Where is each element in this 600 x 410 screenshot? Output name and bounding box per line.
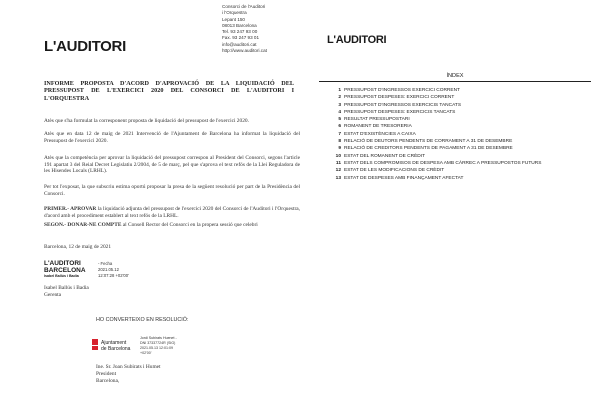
ajuntament-logo-icon	[92, 346, 98, 350]
index-list	[333, 87, 593, 182]
index-item-label: PRESSUPOST D'INGRESSOS EXERCICI CORRENT	[344, 88, 460, 93]
index-item[interactable]	[333, 109, 593, 116]
auditori-logo: L'AUDITORI	[327, 34, 387, 46]
resolution-first-lead: PRIMER.- APROVAR	[44, 206, 97, 212]
resolution-second-text: al Consell Rector del Consorci en la propera sessió que celebri	[121, 222, 258, 228]
index-item-number: 9	[338, 146, 341, 152]
address-line: Consorci de l'Auditori	[222, 4, 266, 9]
index-item-label: RELACIÓ DE CREDITORS PENDENTS DE PAGAMENT A 31 DE DESEMBRE	[344, 146, 513, 152]
recipient-block	[96, 364, 161, 384]
signature-meta-line: +02'00'	[140, 351, 152, 355]
recipient-line: President	[96, 370, 117, 377]
signature-logo	[44, 260, 86, 279]
index-title: ÍNDEX	[319, 73, 591, 82]
index-item-number: 10	[335, 153, 341, 159]
address-line[interactable]: info@auditori.cat	[222, 41, 257, 47]
address-line: 08013 Barcelona	[222, 22, 257, 28]
recipient-line: Ine. Sr. Joan Subirats i Humet	[96, 364, 161, 370]
index-item-label: ESTAT D'EXISTÈNCIES A CAIXA	[344, 131, 416, 137]
president-signature-metadata	[140, 336, 177, 356]
index-item[interactable]	[333, 123, 593, 130]
index-item-label: ESTAT DEL ROMANENT DE CRÈDIT	[344, 153, 426, 159]
index-item[interactable]	[333, 175, 593, 182]
signature-meta-line: DNI 37337724R (SIG)	[140, 341, 176, 345]
signature-meta-line: 2021.05.12	[98, 267, 119, 272]
signer-block	[44, 285, 89, 299]
index-item-number: 11	[335, 160, 341, 166]
index-item-label: PRESSUPOST DESPESES: EXERCICI CORRENT	[344, 95, 455, 101]
index-item-number: 7	[338, 131, 341, 137]
address-line: Fax. 93 247 93 01	[222, 35, 260, 41]
signer-role: Gerenta	[44, 291, 62, 298]
index-item-number: 6	[338, 124, 341, 130]
index-item-number: 8	[338, 139, 341, 145]
index-item-label: ESTAT DE LES MODIFICACIONS DE CRÈDIT	[344, 168, 445, 174]
report-title: INFORME PROPOSTA D'ACORD D'APROVACIÓ DE LA LIQUIDACIÓ DEL PRESSUPOST DE L'EXERCICI 2020 DEL CONSORCI DE L'AUDITORI I L'ORQUESTRA	[44, 80, 294, 102]
address-line: Tel. 93 247 93 00	[222, 29, 258, 35]
document-date: Barcelona, 12 de maig de 2021	[44, 244, 112, 250]
resolution-first-text: la liquidació adjunta del pressupost de l'exercici 2020 del Consorci de l'Auditori i l'Orquestra, d'acord amb el procediment establert al text refós de la LRHL.	[44, 206, 300, 219]
document-page-right	[305, 0, 600, 410]
index-item[interactable]	[333, 116, 593, 123]
index-item[interactable]	[333, 131, 593, 138]
address-block	[222, 4, 267, 54]
index-item-label: ROMANENT DE TRESORERIA	[344, 124, 412, 130]
index-item-label: RELACIÓ DE DEUTORS PENDENTS DE CORRAMENT A 31 DE DESEMBRE	[344, 139, 513, 145]
resolution-second-lead: SEGON.- DONAR-NE COMPTE	[44, 222, 122, 228]
paragraph: Atès que la competència per aprovar la liquidació del pressupost correspon al President del Consorci, segons l'article 191 apartat 3 del Reial Decret Legislatiu 2/2004, de 5 de març, pel que s'aprova el text refós de la Llei Reguladora de les Hisendes Locals (LRHL).	[44, 155, 300, 175]
paragraph: Per tot l'exposat, la que subscriu estima oportú proposar la presa de la següent resolució per part de la Presidència del Consorci.	[44, 184, 300, 197]
signature-meta-line: - Fecha	[98, 261, 113, 266]
signature-metadata	[98, 261, 129, 279]
signature-meta-line: 12:07:28 +02'00'	[98, 273, 129, 278]
address-line[interactable]: http://www.auditori.cat	[222, 48, 267, 54]
index-item-label: PRESSUPOST D'INGRESSOS EXERCICIS TANCATS	[344, 102, 462, 108]
index-item-number: 1	[338, 88, 341, 93]
ajuntament-name-line: Ajuntament	[101, 340, 127, 346]
signature-logo-line: BARCELONA	[44, 267, 86, 274]
signature-meta-line: 2021.05.13 12:01:09	[140, 346, 173, 350]
index-item-number: 3	[338, 102, 341, 108]
signature-logo-sub: Isabel Ballús i Badia	[44, 274, 79, 278]
index-item[interactable]	[333, 153, 593, 160]
signature-logo-line: L'AUDITORI	[44, 260, 81, 267]
index-item[interactable]	[333, 145, 593, 152]
digital-signature-gerenta	[44, 260, 174, 286]
index-item-number: 12	[335, 168, 341, 174]
signer-name: Isabel Ballús i Badia	[44, 285, 89, 291]
index-item-label: PRESSUPOST DESPESES: EXERCICIS TANCATS	[344, 109, 456, 115]
resolution-heading: HO CONVERTEIXO EN RESOLUCIÓ:	[96, 317, 189, 323]
index-item[interactable]	[333, 87, 593, 94]
signature-meta-line: Jordi Subirats Huenet -	[140, 336, 177, 340]
index-item[interactable]	[333, 94, 593, 101]
index-item-label: ESTAT DE DESPESES AMB FINANÇAMENT AFECTAT	[344, 175, 464, 181]
paragraph: Atès que s'ha formulat la corresponent proposta de liquidació del pressupost de l'exercici 2020.	[44, 118, 249, 124]
index-item-label: ESTAT DELS COMPROMISOS DE DESPESA AMB CÀRREC A PRESSUPOSTOS FUTURS	[344, 160, 542, 166]
ajuntament-name-line: de Barcelona	[101, 346, 131, 352]
resolution-first	[44, 206, 300, 219]
address-line: i l'Orquestra	[222, 10, 247, 16]
index-item-number: 5	[338, 117, 341, 123]
index-item-number: 13	[335, 175, 341, 181]
ajuntament-name	[101, 340, 130, 352]
index-item[interactable]	[333, 102, 593, 109]
index-item-number: 4	[338, 109, 341, 115]
auditori-logo: L'AUDITORI	[44, 38, 126, 55]
index-item[interactable]	[333, 138, 593, 145]
ajuntament-logo-icon	[92, 339, 98, 345]
digital-signature-president	[92, 336, 292, 364]
index-item-number: 2	[338, 95, 341, 101]
recipient-line: Barcelona,	[96, 377, 120, 384]
address-line: Lepant 150	[222, 16, 245, 22]
paragraph: Atès que en data 12 de maig de 2021 Intervenció de l'Ajuntament de Barcelona ha informat la liquidació del Pressupost de l'exercici 2020.	[44, 131, 300, 144]
index-item[interactable]	[333, 160, 593, 167]
index-item[interactable]	[333, 167, 593, 174]
index-item-label: RESULTAT PRESSUPOSTARI	[344, 117, 410, 123]
resolution-second	[44, 222, 300, 229]
